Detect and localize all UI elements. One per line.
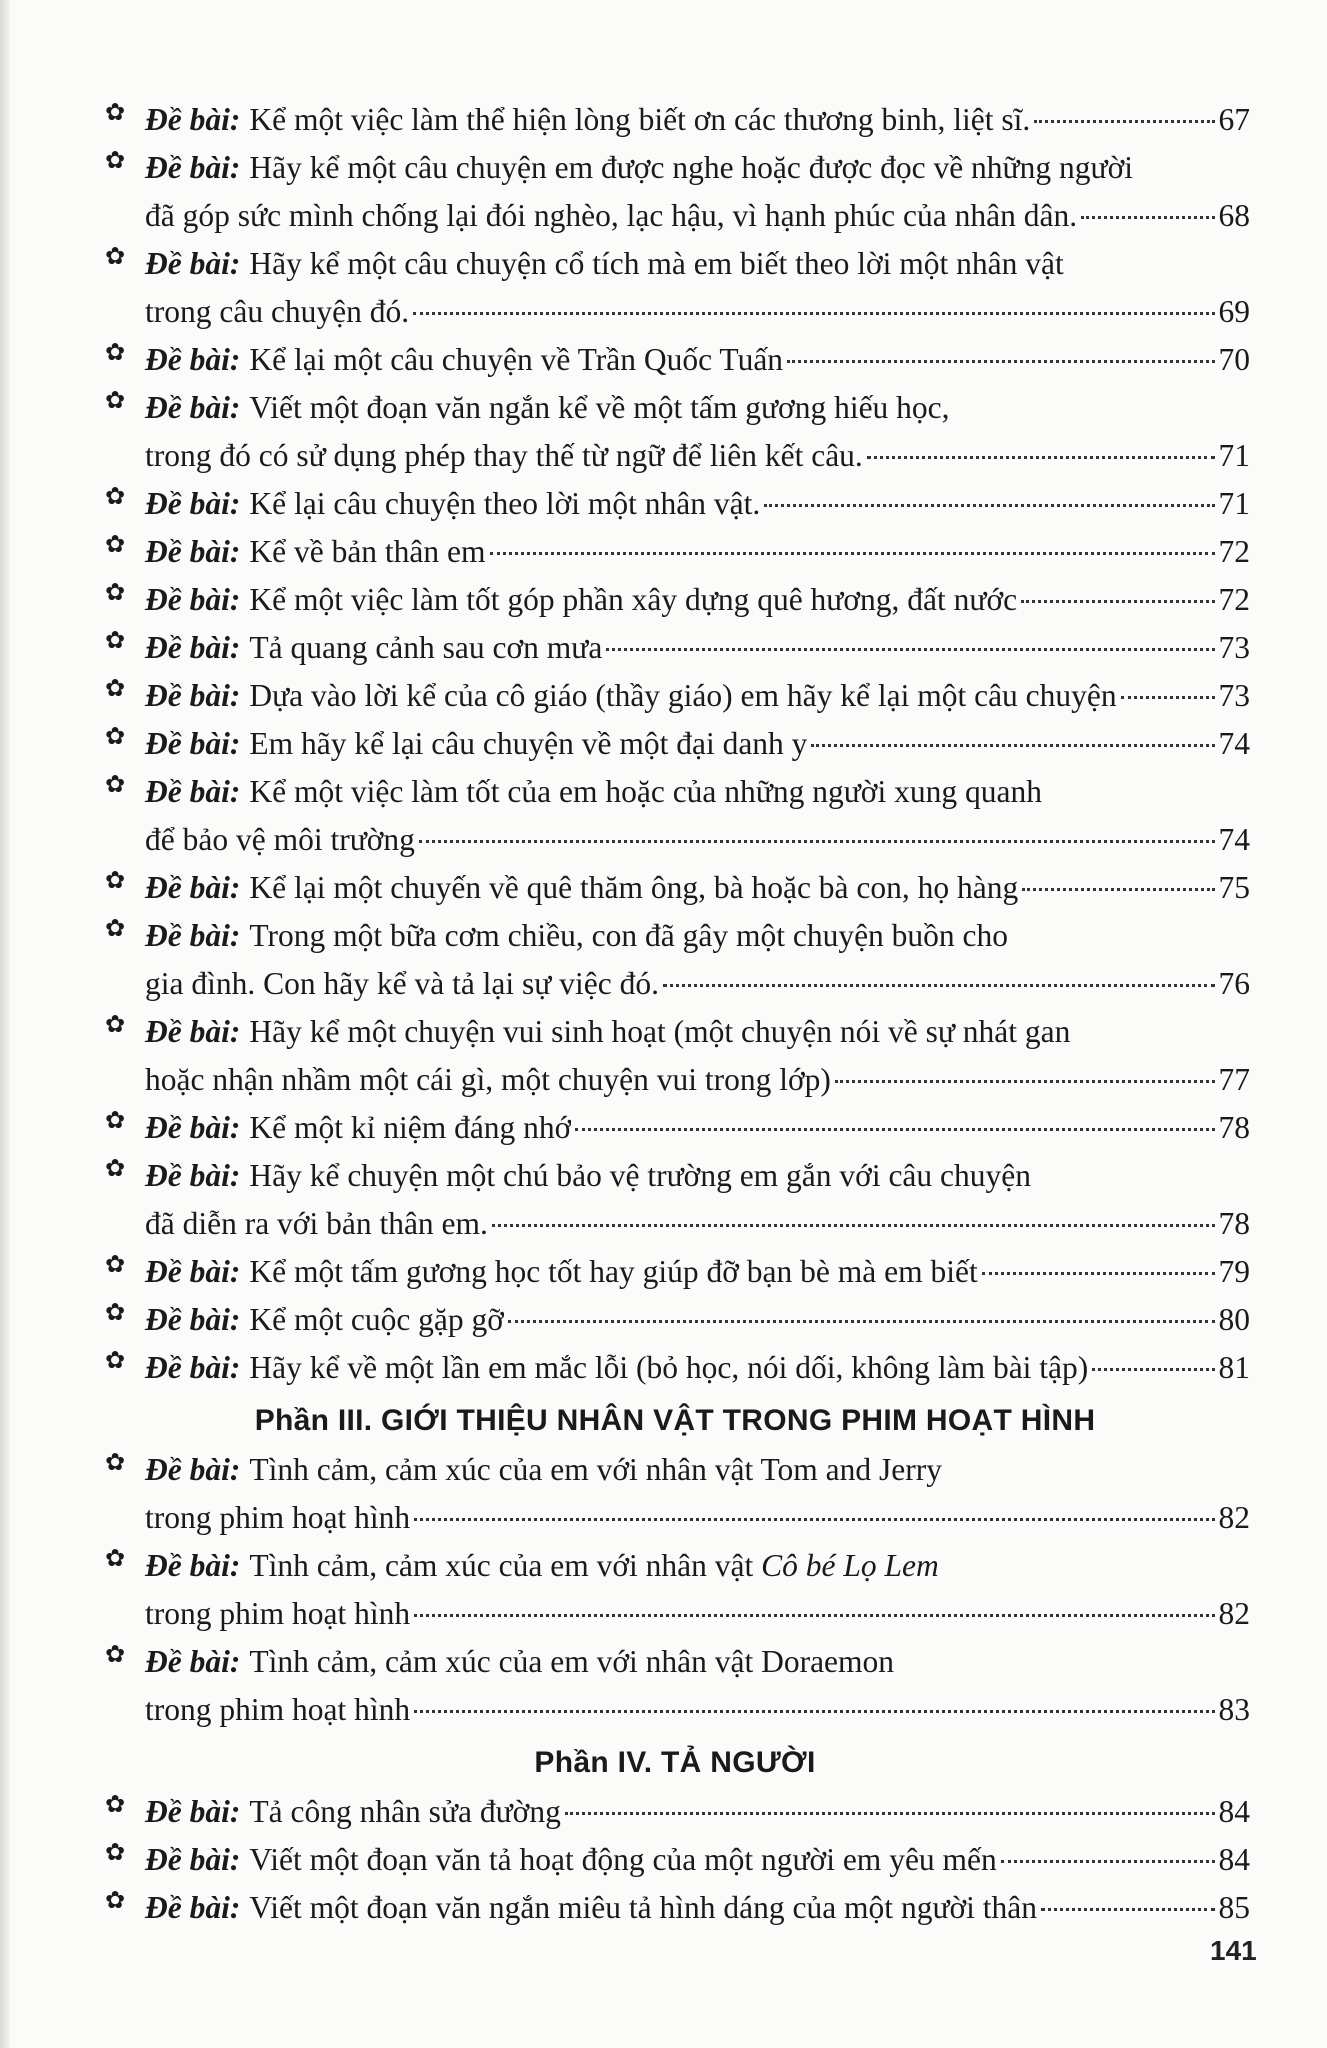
entry-title: Kể về bản thân em: [249, 534, 486, 569]
flower-bullet-icon: ✿: [105, 1838, 126, 1866]
page-edge: [0, 0, 10, 2048]
entry-label: Đề bài:: [145, 1890, 241, 1925]
entry-title: đã diễn ra với bản thân em.: [145, 1206, 488, 1241]
toc-entry-line: [145, 432, 1250, 480]
flower-bullet-icon: ✿: [105, 914, 126, 942]
entry-title: trong đó có sử dụng phép thay thế từ ngữ để liên kết câu.: [145, 438, 863, 473]
toc-group-part-4: [100, 1788, 1250, 1932]
toc-entry[interactable]: [100, 1248, 1250, 1296]
toc-entry[interactable]: [100, 1296, 1250, 1344]
dot-leader: [606, 648, 1214, 651]
table-of-contents: [100, 96, 1250, 1932]
toc-entry[interactable]: [100, 1836, 1250, 1884]
toc-entry[interactable]: [100, 1344, 1250, 1392]
toc-entry-line: [145, 240, 1250, 288]
entry-title: Viết một đoạn văn tả hoạt động của một người em yêu mến: [249, 1842, 997, 1877]
entry-title: Viết một đoạn văn ngắn kể về một tấm gương hiếu học,: [249, 390, 950, 425]
dot-leader: [1001, 1860, 1215, 1863]
entry-title: Kể một cuộc gặp gỡ: [249, 1302, 504, 1337]
entry-title: hoặc nhận nhầm một cái gì, một chuyện vui trong lớp): [145, 1062, 831, 1097]
flower-bullet-icon: ✿: [105, 1346, 126, 1374]
entry-page-number: 72: [1218, 534, 1250, 569]
entry-page-number: 79: [1218, 1254, 1250, 1289]
dot-leader: [787, 360, 1214, 363]
flower-bullet-icon: ✿: [105, 626, 126, 654]
entry-page-number: 83: [1218, 1692, 1250, 1727]
entry-page-number: 71: [1218, 438, 1250, 473]
entry-title: Tả quang cảnh sau cơn mưa: [249, 630, 603, 665]
toc-entry-line: [145, 816, 1250, 864]
dot-leader: [982, 1272, 1215, 1275]
toc-entry-line: [145, 1542, 1250, 1590]
entry-label: Đề bài:: [145, 1452, 241, 1487]
toc-entry-line: [145, 1056, 1250, 1104]
toc-entry-line: [145, 528, 1250, 576]
flower-bullet-icon: ✿: [105, 482, 126, 510]
toc-entry-line: [145, 1590, 1250, 1638]
toc-entry-line: [145, 1104, 1250, 1152]
entry-page-number: 78: [1218, 1206, 1250, 1241]
entry-title: Tình cảm, cảm xúc của em với nhân vật Cô bé Lọ Lem: [249, 1548, 939, 1583]
toc-entry-line: [145, 192, 1250, 240]
entry-page-number: 81: [1218, 1350, 1250, 1385]
toc-entry[interactable]: [100, 768, 1250, 864]
entry-page-number: 84: [1218, 1794, 1250, 1829]
entry-title: gia đình. Con hãy kể và tả lại sự việc đó.: [145, 966, 659, 1001]
entry-title: để bảo vệ môi trường: [145, 822, 415, 857]
entry-label: Đề bài:: [145, 1644, 241, 1679]
entry-title: Dựa vào lời kể của cô giáo (thầy giáo) em hãy kể lại một câu chuyện: [249, 678, 1117, 713]
entry-page-number: 72: [1218, 582, 1250, 617]
flower-bullet-icon: ✿: [105, 866, 126, 894]
toc-entry-line: [145, 1446, 1250, 1494]
entry-title: Viết một đoạn văn ngắn miêu tả hình dáng của một người thân: [249, 1890, 1038, 1925]
toc-entry[interactable]: [100, 144, 1250, 240]
entry-label: Đề bài:: [145, 774, 241, 809]
flower-bullet-icon: ✿: [105, 1010, 126, 1038]
entry-title: trong câu chuyện đó.: [145, 294, 410, 329]
toc-entry[interactable]: [100, 1104, 1250, 1152]
dot-leader: [663, 984, 1215, 987]
entry-label: Đề bài:: [145, 150, 241, 185]
toc-entry-line: [145, 1494, 1250, 1542]
toc-entry[interactable]: [100, 912, 1250, 1008]
dot-leader: [414, 1710, 1214, 1713]
toc-entry-line: [145, 1296, 1250, 1344]
entry-page-number: 68: [1218, 198, 1250, 233]
entry-page-number: 77: [1218, 1062, 1250, 1097]
entry-title: Tả công nhân sửa đường: [249, 1794, 561, 1829]
toc-entry[interactable]: [100, 336, 1250, 384]
entry-title: Kể một việc làm tốt góp phần xây dựng quê hương, đất nước: [249, 582, 1018, 617]
entry-label: Đề bài:: [145, 390, 241, 425]
toc-entry-line: [145, 384, 1250, 432]
entry-page-number: 73: [1218, 678, 1250, 713]
toc-entry-line: [145, 1248, 1250, 1296]
dot-leader: [1034, 120, 1214, 123]
entry-label: Đề bài:: [145, 246, 241, 281]
flower-bullet-icon: ✿: [105, 1298, 126, 1326]
page-number: 141: [1210, 1935, 1257, 1966]
toc-entry-line: [145, 144, 1250, 192]
entry-title: Hãy kể chuyện một chú bảo vệ trường em gắn với câu chuyện: [249, 1158, 1031, 1193]
entry-label: Đề bài:: [145, 534, 241, 569]
entry-page-number: 74: [1218, 822, 1250, 857]
toc-entry-line: [145, 336, 1250, 384]
toc-entry[interactable]: [100, 864, 1250, 912]
entry-title: Kể lại một chuyến về quê thăm ông, bà hoặc bà con, họ hàng: [249, 870, 1019, 905]
entry-label: Đề bài:: [145, 726, 241, 761]
flower-bullet-icon: ✿: [105, 1886, 126, 1914]
entry-page-number: 82: [1218, 1500, 1250, 1535]
entry-title: trong phim hoạt hình: [145, 1692, 411, 1727]
entry-page-number: 69: [1218, 294, 1250, 329]
entry-page-number: 78: [1218, 1110, 1250, 1145]
toc-entry[interactable]: [100, 1446, 1250, 1542]
toc-entry-line: [145, 720, 1250, 768]
entry-page-number: 74: [1218, 726, 1250, 761]
toc-group-part-2: [100, 96, 1250, 1392]
entry-title: Em hãy kể lại câu chuyện về một đại danh y: [249, 726, 808, 761]
toc-group-part-3: [100, 1446, 1250, 1734]
flower-bullet-icon: ✿: [105, 674, 126, 702]
toc-entry-line: [145, 624, 1250, 672]
flower-bullet-icon: ✿: [105, 530, 126, 558]
toc-entry[interactable]: [100, 1542, 1250, 1638]
dot-leader: [490, 552, 1215, 555]
toc-entry[interactable]: [100, 576, 1250, 624]
entry-label: Đề bài:: [145, 918, 241, 953]
toc-entry[interactable]: [100, 1638, 1250, 1734]
dot-leader: [1092, 1368, 1214, 1371]
toc-entry-line: [145, 672, 1250, 720]
flower-bullet-icon: ✿: [105, 1154, 126, 1182]
entry-label: Đề bài:: [145, 1254, 241, 1289]
flower-bullet-icon: ✿: [105, 242, 126, 270]
toc-entry-line: [145, 1686, 1250, 1734]
entry-title: trong phim hoạt hình: [145, 1596, 411, 1631]
entry-label: Đề bài:: [145, 342, 241, 377]
entry-title: Hãy kể một câu chuyện em được nghe hoặc được đọc về những người: [249, 150, 1133, 185]
toc-entry[interactable]: [100, 1884, 1250, 1932]
flower-bullet-icon: ✿: [105, 1544, 126, 1572]
dot-leader: [1021, 600, 1214, 603]
toc-entry[interactable]: [100, 384, 1250, 480]
entry-label: Đề bài:: [145, 1158, 241, 1193]
flower-bullet-icon: ✿: [105, 386, 126, 414]
flower-bullet-icon: ✿: [105, 722, 126, 750]
section-heading-part-3: Phần III. GIỚI THIỆU NHÂN VẬT TRONG PHIM HOẠT HÌNH: [254, 1404, 1096, 1437]
toc-entry-line: [145, 576, 1250, 624]
dot-leader: [811, 744, 1214, 747]
toc-entry-line: [145, 768, 1250, 816]
toc-entry[interactable]: [100, 1008, 1250, 1104]
dot-leader: [575, 1128, 1214, 1131]
dot-leader: [1022, 888, 1214, 891]
entry-page-number: 71: [1218, 486, 1250, 521]
entry-page-number: 76: [1218, 966, 1250, 1001]
entry-page-number: 82: [1218, 1596, 1250, 1631]
toc-entry[interactable]: [100, 96, 1250, 144]
entry-page-number: 70: [1218, 342, 1250, 377]
toc-entry-line: [145, 1200, 1250, 1248]
toc-entry-line: [145, 1152, 1250, 1200]
entry-page-number: 67: [1218, 102, 1250, 137]
toc-entry[interactable]: [100, 720, 1250, 768]
dot-leader: [413, 312, 1214, 315]
entry-title: Kể lại câu chuyện theo lời một nhân vật.: [249, 486, 761, 521]
toc-entry-line: [145, 1836, 1250, 1884]
entry-title: trong phim hoạt hình: [145, 1500, 411, 1535]
flower-bullet-icon: ✿: [105, 338, 126, 366]
toc-entry-line: [145, 960, 1250, 1008]
entry-label: Đề bài:: [145, 582, 241, 617]
entry-label: Đề bài:: [145, 1110, 241, 1145]
entry-label: Đề bài:: [145, 1302, 241, 1337]
toc-entry-line: [145, 1884, 1250, 1932]
dot-leader: [492, 1224, 1215, 1227]
entry-label: Đề bài:: [145, 1794, 241, 1829]
entry-label: Đề bài:: [145, 1350, 241, 1385]
toc-entry[interactable]: [100, 672, 1250, 720]
dot-leader: [867, 456, 1215, 459]
flower-bullet-icon: ✿: [105, 1640, 126, 1668]
entry-title: Kể một việc làm thể hiện lòng biết ơn các thương binh, liệt sĩ.: [249, 102, 1031, 137]
entry-label: Đề bài:: [145, 870, 241, 905]
toc-entry[interactable]: [100, 240, 1250, 336]
toc-entry[interactable]: [100, 528, 1250, 576]
dot-leader: [1041, 1908, 1214, 1911]
entry-page-number: 75: [1218, 870, 1250, 905]
dot-leader: [414, 1614, 1214, 1617]
dot-leader: [419, 840, 1215, 843]
flower-bullet-icon: ✿: [105, 1448, 126, 1476]
dot-leader: [565, 1812, 1215, 1815]
entry-label: Đề bài:: [145, 1548, 241, 1583]
entry-title: đã góp sức mình chống lại đói nghèo, lạc hậu, vì hạnh phúc của nhân dân.: [145, 198, 1078, 233]
entry-label: Đề bài:: [145, 1014, 241, 1049]
dot-leader: [835, 1080, 1215, 1083]
flower-bullet-icon: ✿: [105, 1250, 126, 1278]
toc-entry-line: [145, 96, 1250, 144]
flower-bullet-icon: ✿: [105, 1106, 126, 1134]
toc-entry[interactable]: [100, 624, 1250, 672]
entry-label: Đề bài:: [145, 630, 241, 665]
flower-bullet-icon: ✿: [105, 578, 126, 606]
toc-entry-line: [145, 912, 1250, 960]
toc-entry[interactable]: [100, 1152, 1250, 1248]
flower-bullet-icon: ✿: [105, 146, 126, 174]
flower-bullet-icon: ✿: [105, 98, 126, 126]
entry-page-number: 84: [1218, 1842, 1250, 1877]
dot-leader: [1121, 696, 1215, 699]
dot-leader: [764, 504, 1214, 507]
entry-label: Đề bài:: [145, 486, 241, 521]
entry-title: Hãy kể một câu chuyện cổ tích mà em biết theo lời một nhân vật: [249, 246, 1064, 281]
entry-page-number: 85: [1218, 1890, 1250, 1925]
entry-title: Kể một việc làm tốt của em hoặc của những người xung quanh: [249, 774, 1042, 809]
toc-entry-line: [145, 1344, 1250, 1392]
flower-bullet-icon: ✿: [105, 1790, 126, 1818]
toc-entry-line: [145, 1638, 1250, 1686]
entry-title: Hãy kể về một lần em mắc lỗi (bỏ học, nói dối, không làm bài tập): [249, 1350, 1089, 1385]
entry-label: Đề bài:: [145, 1842, 241, 1877]
dot-leader: [508, 1320, 1215, 1323]
entry-page-number: 73: [1218, 630, 1250, 665]
entry-title: Hãy kể một chuyện vui sinh hoạt (một chuyện nói về sự nhát gan: [249, 1014, 1071, 1049]
toc-entry-line: [145, 480, 1250, 528]
entry-title: Kể một kỉ niệm đáng nhớ: [249, 1110, 572, 1145]
entry-title: Kể một tấm gương học tốt hay giúp đỡ bạn bè mà em biết: [249, 1254, 978, 1289]
toc-entry[interactable]: [100, 1788, 1250, 1836]
toc-entry-line: [145, 288, 1250, 336]
dot-leader: [1081, 216, 1214, 219]
entry-title: Kể lại một câu chuyện về Trần Quốc Tuấn: [249, 342, 784, 377]
toc-entry-line: [145, 1788, 1250, 1836]
entry-title: Tình cảm, cảm xúc của em với nhân vật Doraemon: [249, 1644, 895, 1679]
section-heading-part-4: Phần IV. TẢ NGƯỜI: [534, 1746, 816, 1779]
toc-entry-line: [145, 864, 1250, 912]
flower-bullet-icon: ✿: [105, 770, 126, 798]
entry-title: Trong một bữa cơm chiều, con đã gây một chuyện buồn cho: [249, 918, 1009, 953]
entry-title: Tình cảm, cảm xúc của em với nhân vật Tom and Jerry: [249, 1452, 943, 1487]
entry-title-italic: Cô bé Lọ Lem: [761, 1548, 939, 1583]
entry-label: Đề bài:: [145, 102, 241, 137]
entry-label: Đề bài:: [145, 678, 241, 713]
toc-entry[interactable]: [100, 480, 1250, 528]
dot-leader: [414, 1518, 1214, 1521]
toc-entry-line: [145, 1008, 1250, 1056]
entry-page-number: 80: [1218, 1302, 1250, 1337]
